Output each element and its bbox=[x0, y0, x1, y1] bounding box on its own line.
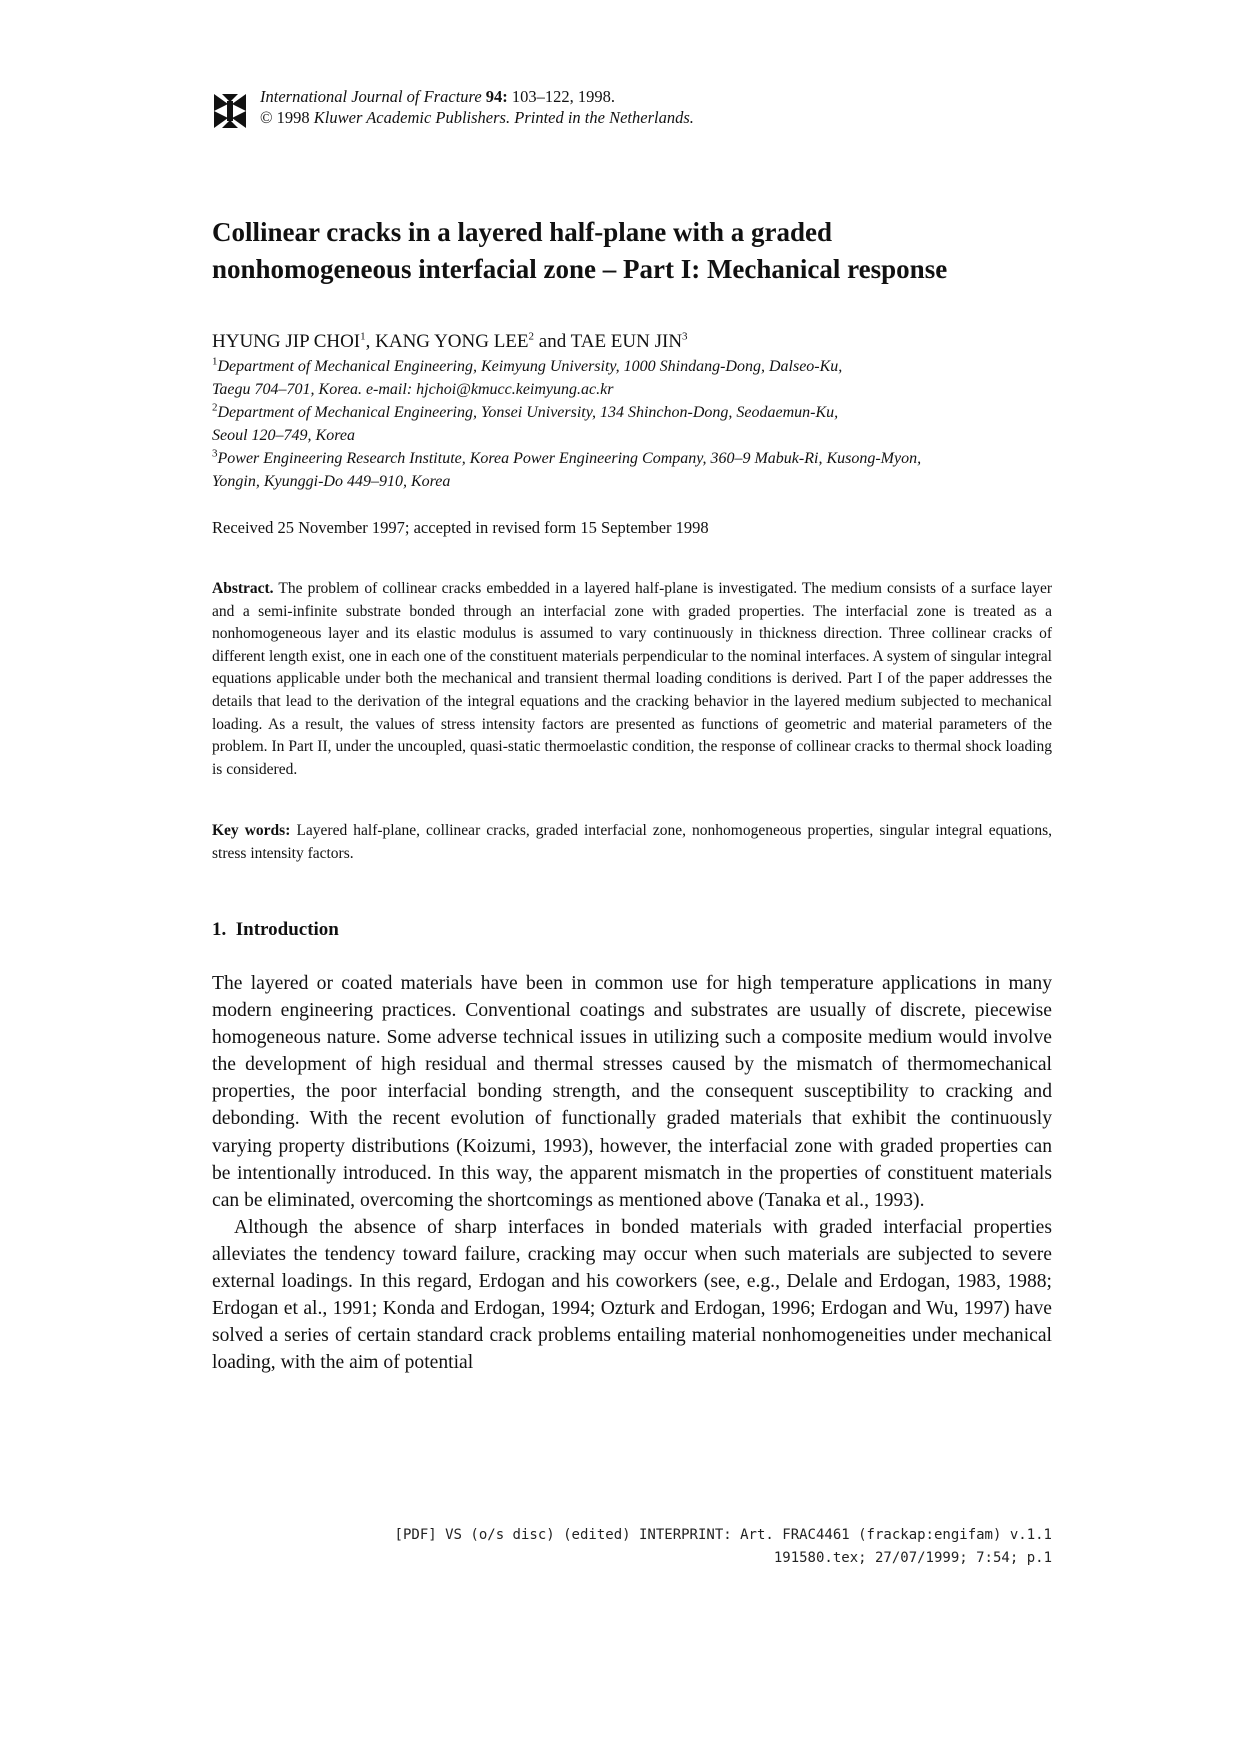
paper-title bbox=[212, 214, 1052, 288]
journal-volume: 94: bbox=[485, 87, 508, 106]
affiliation-2 bbox=[212, 401, 1072, 447]
author-list: HYUNG JIP CHOI$^1$, KANG YONG LEE$^2$ and TAE EUN JIN$^3$ bbox=[212, 330, 688, 352]
publisher-logo-icon bbox=[212, 92, 248, 130]
footer-line-2: 191580.tex; 27/07/1999; 7:54; p.1 bbox=[773, 1550, 1052, 1566]
abstract bbox=[212, 578, 1052, 781]
author-2-sup: 2 bbox=[528, 330, 535, 343]
affiliation-1-line-2: Taegu 704–701, Korea. e-mail: hjchoi@kmucc.keimyung.ac.kr bbox=[212, 381, 614, 398]
journal-name: International Journal of Fracture bbox=[260, 87, 482, 106]
paper-title-line-2: nonhomogeneous interfacial zone – Part I: Mechanical response bbox=[212, 254, 948, 284]
printed-location: Printed in the Netherlands. bbox=[514, 108, 694, 127]
affiliation-1-sup: 1 bbox=[212, 355, 218, 368]
author-2: KANG YONG LEE bbox=[375, 331, 529, 352]
copyright-line bbox=[260, 107, 694, 128]
author-1: HYUNG JIP CHOI bbox=[212, 331, 361, 352]
received-dates: Received 25 November 1997; accepted in revised form 15 September 1998 bbox=[212, 518, 709, 537]
affiliation-1-line-1: Department of Mechanical Engineering, Keimyung University, 1000 Shindang-Dong, Dalseo-Ku, bbox=[217, 358, 843, 375]
journal-pages-year: 103–122, 1998. bbox=[511, 87, 616, 106]
author-3-sup: 3 bbox=[682, 330, 688, 343]
affiliation-1 bbox=[212, 355, 1072, 401]
affiliation-3 bbox=[212, 447, 1072, 493]
abstract-label: Abstract. bbox=[212, 580, 274, 597]
author-3: TAE EUN JIN bbox=[570, 331, 683, 352]
affiliation-2-line-1: Department of Mechanical Engineering, Yonsei University, 134 Shinchon-Dong, Seodaemun-Ku, bbox=[217, 404, 839, 421]
print-footer bbox=[395, 1524, 1052, 1570]
affiliation-3-line-2: Yongin, Kyunggi-Do 449–910, Korea bbox=[212, 473, 451, 490]
author-1-sup: 1 bbox=[360, 330, 366, 343]
journal-citation-line bbox=[260, 86, 694, 107]
copyright-symbol: © bbox=[260, 108, 273, 127]
author-and: and bbox=[538, 331, 567, 352]
affiliation-2-line-2: Seoul 120–749, Korea bbox=[212, 427, 355, 444]
section-number: 1. bbox=[212, 919, 227, 940]
section-heading-introduction bbox=[212, 917, 339, 943]
footer-line-1: [PDF] VS (o/s disc) (edited) INTERPRINT: Art. FRAC4461 (frackap:engifam) v.1.1 bbox=[394, 1527, 1052, 1543]
journal-header bbox=[212, 86, 1052, 132]
abstract-text: The problem of collinear cracks embedded in a layered half-plane is investigated. The medium consists of a surface layer and a semi-infinite substrate bonded through an interfacial zone with graded properties. The interfacial zone is treated as a nonhomogeneous layer and its elastic modulus is assumed to vary continuously in thickness direction. Three collinear cracks of different length exist, one in each one of the constituent materials perpendicular to the nominal interfaces. A system of singular integral equations applicable under both the mechanical and transient thermal loading conditions is derived. Part I of the paper addresses the details that lead to the derivation of the integral equations and the cracking behavior in the layered medium subjected to mechanical loading. As a result, the values of stress intensity factors are presented as functions of geometric and material parameters of the problem. In Part II, under the uncoupled, quasi-static thermoelastic condition, the response of collinear cracks to thermal shock loading is considered. bbox=[212, 580, 1052, 778]
affiliation-3-sup: 3 bbox=[212, 447, 218, 460]
introduction-body bbox=[212, 970, 1052, 1376]
body-paragraph-1: The layered or coated materials have been in common use for high temperature applications in many modern engineering practices. Conventional coatings and substrates are usually of discrete, piecewise homogeneous nature. Some adverse technical issues in utilizing such a composite medium would involve the development of high residual and thermal stresses caused by the mismatch of thermomechanical properties, the poor interfacial bonding strength, and the consequent susceptibility to cracking and debonding. With the recent evolution of functionally graded materials that exhibit the continuously varying property distributions (Koizumi, 1993), however, the interfacial zone with graded properties can be intentionally introduced. In this way, the apparent mismatch in the properties of constituent materials can be eliminated, overcoming the shortcomings as mentioned above (Tanaka et al., 1993). bbox=[212, 973, 1052, 1211]
copyright-year: 1998 bbox=[276, 108, 310, 127]
keywords bbox=[212, 820, 1052, 865]
publisher-name: Kluwer Academic Publishers. bbox=[313, 108, 511, 127]
keywords-text: Layered half-plane, collinear cracks, graded interfacial zone, nonhomogeneous properties, singular integral equations, stress intensity factors. bbox=[212, 822, 1053, 862]
affiliation-2-sup: 2 bbox=[212, 401, 218, 414]
affiliation-3-line-1: Power Engineering Research Institute, Korea Power Engineering Company, 360–9 Mabuk-Ri, Kusong-Myon, bbox=[217, 450, 922, 467]
keywords-label: Key words: bbox=[212, 822, 291, 839]
paper-title-line-1: Collinear cracks in a layered half-plane with a graded bbox=[212, 217, 832, 247]
section-title: Introduction bbox=[235, 919, 339, 940]
body-paragraph-2: Although the absence of sharp interfaces in bonded materials with graded interfacial properties alleviates the tendency toward failure, cracking may occur when such materials are subjected to severe external loadings. In this regard, Erdogan and his coworkers (see, e.g., Delale and Erdogan, 1983, 1988; Erdogan et al., 1991; Konda and Erdogan, 1994; Ozturk and Erdogan, 1996; Erdogan and Wu, 1997) have solved a series of certain standard crack problems entailing material nonhomogeneities under mechanical loading, with the aim of potential bbox=[212, 1216, 1052, 1374]
